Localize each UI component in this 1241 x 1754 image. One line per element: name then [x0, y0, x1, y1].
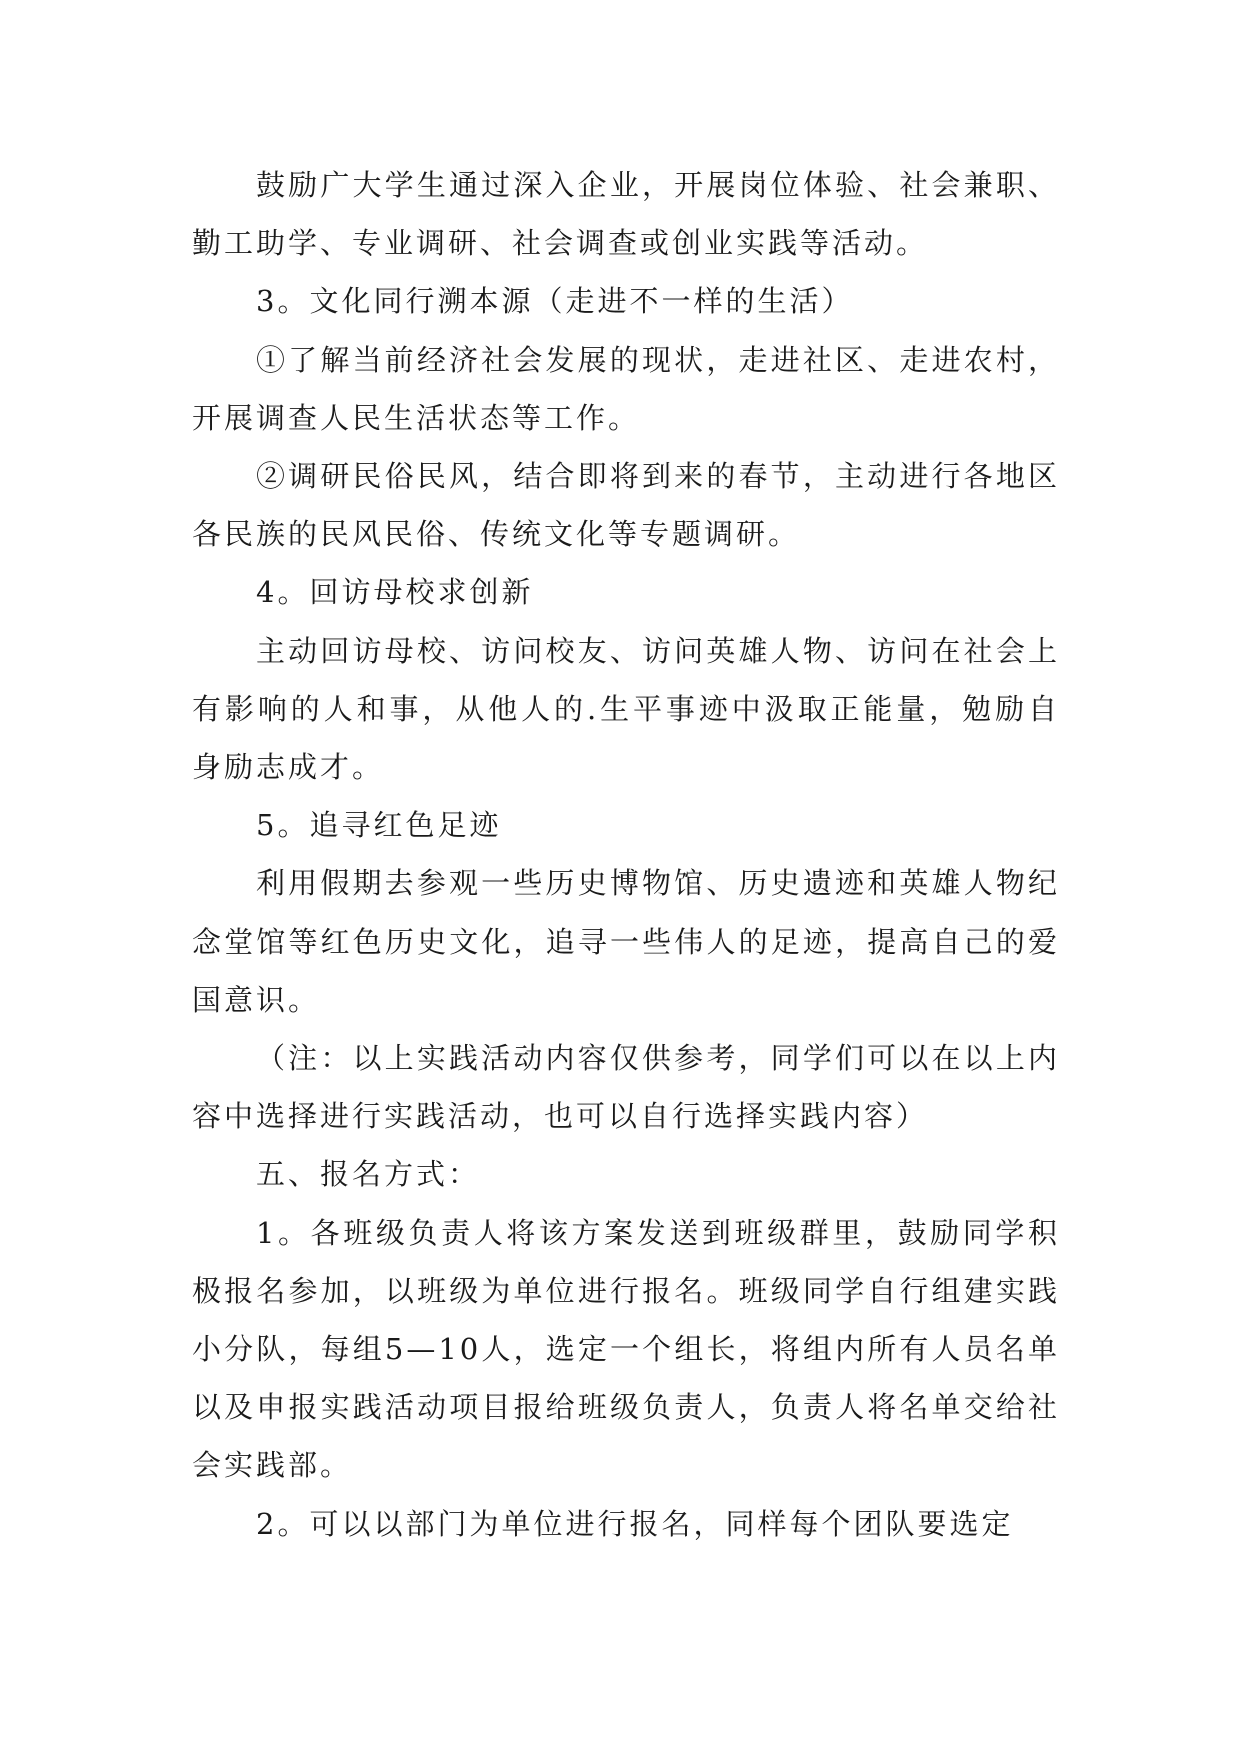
paragraph-registration-department: 2。可以以部门为单位进行报名，同样每个团队要选定 [256, 1506, 1014, 1541]
paragraph-note: （注：以上实践活动内容仅供参考，同学们可以在以上内容中选择进行实践活动，也可以自行选择实践内容） [192, 1041, 1060, 1134]
heading-registration: 五、报名方式： [256, 1157, 481, 1192]
paragraph-folk-customs: ②调研民俗民风，结合即将到来的春节，主动进行各地区各民族的民风民俗、传统文化等专题调研。 [192, 459, 1060, 552]
paragraph-revisit-school: 主动回访母校、访问校友、访问英雄人物、访问在社会上有影响的人和事，从他人的.生平事迹中汲取正能量，勉励自身励志成才。 [192, 633, 1060, 785]
heading-red-footprints: 5。追寻红色足迹 [256, 808, 502, 843]
document-body [192, 156, 1060, 1553]
paragraph-red-footprints: 利用假期去参观一些历史博物馆、历史遗迹和英雄人物纪念堂馆等红色历史文化，追寻一些伟人的足迹，提高自己的爱国意识。 [192, 866, 1060, 1017]
paragraph-economic-survey: ①了解当前经济社会发展的现状，走进社区、走进农村，开展调查人民生活状态等工作。 [192, 342, 1060, 435]
paragraph-encourage-students: 鼓励广大学生通过深入企业，开展岗位体验、社会兼职、勤工助学、专业调研、社会调查或创业实践等活动。 [192, 168, 1060, 261]
paragraph-registration-class: 1。各班级负责人将该方案发送到班级群里，鼓励同学积极报名参加，以班级为单位进行报名。班级同学自行组建实践小分队，每组5—10人，选定一个组长，将组内所有人员名单以及申报实践活动项目报给班级负责人，负责人将名单交给社会实践部。 [192, 1215, 1060, 1483]
heading-revisit-school: 4。回访母校求创新 [256, 575, 534, 610]
heading-culture-roots: 3。文化同行溯本源（走进不一样的生活） [256, 284, 854, 319]
